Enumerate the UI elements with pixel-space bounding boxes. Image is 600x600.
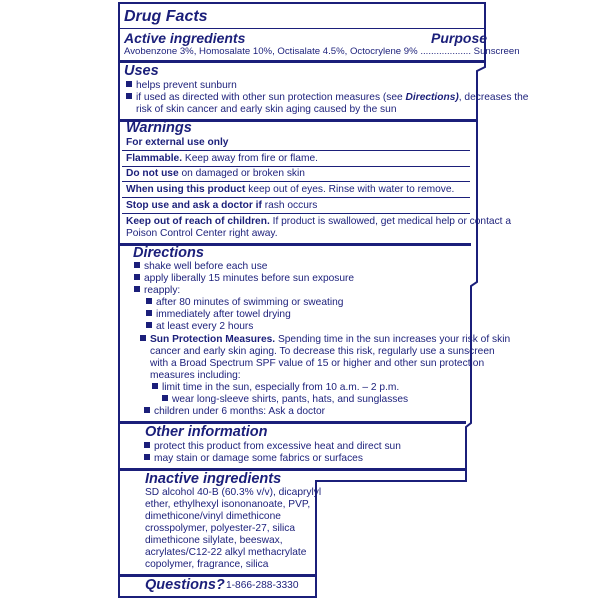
warning-label: Flammable. (126, 153, 183, 164)
bullet-icon (144, 454, 150, 460)
bullet-icon (162, 395, 168, 401)
divider (122, 166, 470, 167)
bullet-icon (144, 407, 150, 413)
direction-text: immediately after towel drying (156, 309, 291, 320)
bullet-icon (134, 274, 140, 280)
inactive-ingredient-line: acrylates/C12-22 alkyl methacrylate (145, 547, 307, 558)
warning-text: keep out of eyes. Rinse with water to remove. (245, 184, 455, 195)
direction-text: children under 6 months: Ask a doctor (154, 406, 326, 417)
inactive-ingredient-line: SD alcohol 40-B (60.3% v/v), dicaprylyl (145, 487, 322, 498)
uses-item-text: , decreases the (458, 92, 529, 103)
active-ingredients-text: Avobenzone 3%, Homosalate 10%, Octisalate 4.5%, Octocrylene 9% (124, 46, 418, 57)
direction-subitem (162, 394, 408, 406)
divider (122, 213, 470, 214)
direction-item (134, 285, 180, 297)
inactive-ingredients-heading: Inactive ingredients (145, 471, 282, 487)
direction-item (144, 406, 325, 418)
direction-text: wear long-sleeve shirts, pants, hats, and sunglasses (172, 394, 409, 405)
direction-text: at least every 2 hours (156, 321, 254, 332)
bullet-icon (126, 81, 132, 87)
bullet-icon (134, 286, 140, 292)
divider (122, 150, 470, 151)
warning-label: Stop use and ask a doctor if (126, 200, 262, 211)
other-information-heading: Other information (145, 424, 268, 440)
uses-item-text: if used as directed with other sun protection measures (see (136, 92, 406, 103)
warning-text: rash occurs (261, 200, 318, 211)
sun-protection-label: Sun Protection Measures. (150, 334, 276, 345)
inactive-ingredient-line: dimethicone/vinyl dimethicone (145, 511, 281, 522)
direction-subitem (146, 321, 253, 333)
other-info-item (144, 441, 401, 453)
questions-phone: 1-866-288-3330 (226, 580, 299, 591)
warning-label: Keep out of reach of children. (126, 216, 270, 227)
uses-item (126, 92, 528, 104)
when-using-warning (126, 184, 454, 196)
direction-text: Spending time in the sun increases your risk of skin (275, 334, 511, 345)
direction-subitem (146, 309, 291, 321)
inactive-ingredient-line: dimethicone silylate, beeswax, (145, 535, 283, 546)
other-info-text: may stain or damage some fabrics or surfaces (154, 453, 363, 464)
divider (122, 197, 470, 198)
do-not-use-warning (126, 168, 305, 180)
other-info-text: protect this product from excessive heat and direct sun (154, 441, 401, 452)
other-info-item (144, 453, 363, 465)
directions-reference: Directions) (405, 92, 459, 103)
keep-out-of-reach-continued: Poison Control Center right away. (126, 228, 278, 239)
uses-item (126, 80, 237, 92)
bullet-icon (140, 335, 146, 341)
direction-subitem (146, 297, 343, 309)
warning-label: Do not use (126, 168, 179, 179)
drug-facts-title: Drug Facts (124, 8, 208, 25)
stop-use-warning (126, 200, 317, 212)
bullet-icon (146, 322, 152, 328)
sun-protection-continued: cancer and early skin aging. To decrease this risk, regularly use a sunscreen (150, 346, 495, 357)
flammable-warning (126, 153, 318, 165)
inactive-ingredient-line: ether, ethylhexyl isononanoate, PVP, (145, 499, 311, 510)
uses-item-continued: risk of skin cancer and early skin aging caused by the sun (136, 104, 397, 115)
direction-text: limit time in the sun, especially from 10 a.m. – 2 p.m. (162, 382, 400, 393)
leader-dots: ................... (420, 46, 471, 57)
divider (122, 181, 470, 182)
directions-heading: Directions (133, 245, 204, 261)
questions-heading: Questions? (145, 577, 225, 593)
sun-protection-continued: with a Broad Spectrum SPF value of 15 or higher and other sun protection (150, 358, 485, 369)
bullet-icon (146, 310, 152, 316)
sun-protection-measures (140, 334, 510, 346)
bullet-icon (152, 383, 158, 389)
purpose-heading: Purpose (431, 30, 488, 46)
active-ingredients-list (124, 46, 520, 58)
direction-text: apply liberally 15 minutes before sun exposure (144, 273, 355, 284)
warning-text: on damaged or broken skin (178, 168, 305, 179)
direction-text: shake well before each use (144, 261, 268, 272)
inactive-ingredient-line: copolymer, fragrance, silica (145, 559, 269, 570)
bullet-icon (134, 262, 140, 268)
direction-item (134, 273, 354, 285)
sun-protection-continued: measures including: (150, 370, 241, 381)
direction-subitem (152, 382, 399, 394)
direction-text: after 80 minutes of swimming or sweating (156, 297, 344, 308)
active-ingredients-heading: Active ingredients (124, 30, 246, 46)
purpose-text: Sunscreen (473, 46, 520, 57)
uses-item-text: helps prevent sunburn (136, 80, 237, 91)
external-use-note: For external use only (126, 137, 229, 148)
bullet-icon (146, 298, 152, 304)
direction-text: reapply: (144, 285, 181, 296)
warning-label: When using this product (126, 184, 246, 195)
inactive-ingredient-line: crosspolymer, polyester-27, silica (145, 523, 296, 534)
uses-heading: Uses (124, 63, 159, 79)
bullet-icon (144, 442, 150, 448)
warning-text: Keep away from fire or flame. (182, 153, 318, 164)
warning-text: If product is swallowed, get medical help or contact a (269, 216, 512, 227)
divider (119, 28, 485, 29)
warnings-heading: Warnings (126, 120, 192, 136)
keep-out-of-reach-warning (126, 216, 511, 228)
section-divider (119, 60, 485, 63)
direction-item (134, 261, 267, 273)
bullet-icon (126, 93, 132, 99)
